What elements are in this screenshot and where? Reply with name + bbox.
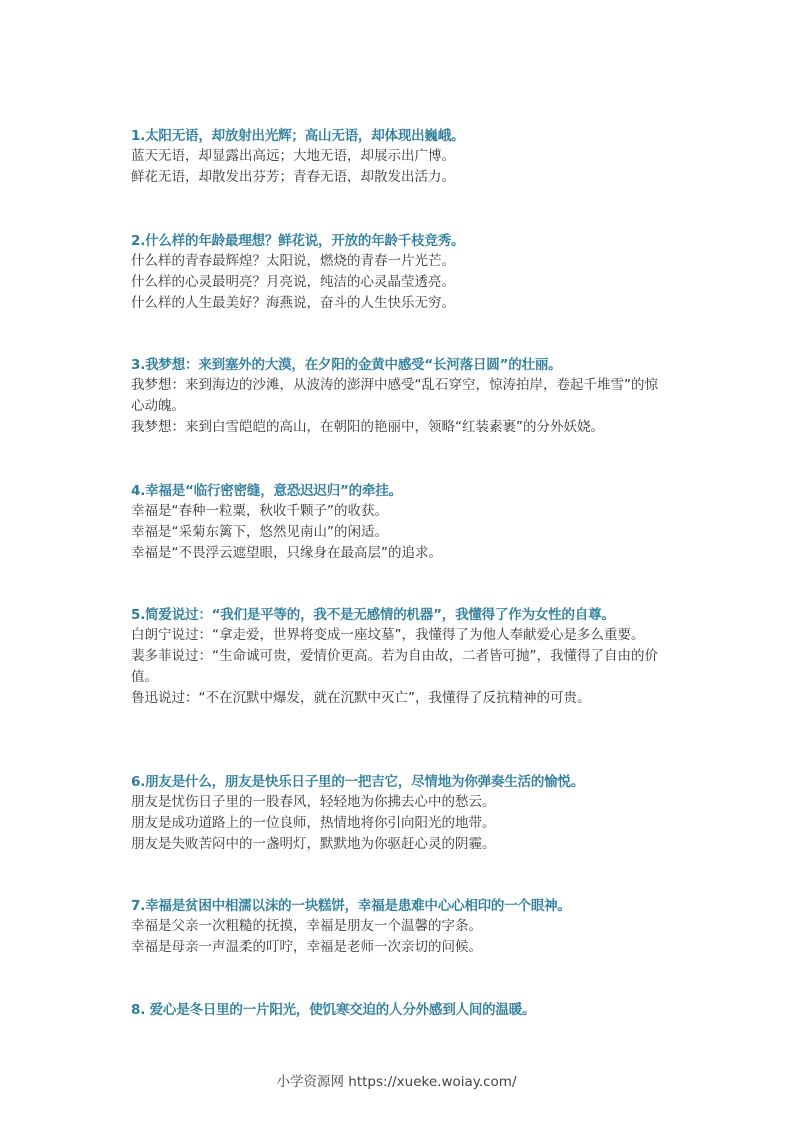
section-line: 裴多菲说过：“生命诚可贵，爱情价更高。若为自由故，二者皆可抛”，我懂得了自由的价值。 (131, 648, 658, 685)
section-line: 朋友是忧伤日子里的一股春风，轻轻地为你拂去心中的愁云。 (131, 794, 496, 810)
section-7 (131, 896, 571, 958)
section-4 (131, 481, 442, 564)
section-line: 朋友是成功道路上的一位良师，热情地将你引向阳光的地带。 (131, 815, 496, 831)
section-6 (131, 772, 584, 855)
section-line: 幸福是“不畏浮云遮望眼，只缘身在最高层”的追求。 (131, 545, 442, 561)
section-line: 幸福是“采菊东篱下，悠然见南山”的闲适。 (131, 524, 388, 540)
footer-source: 小学资源网 https://xueke.woiay.com/ (276, 1074, 517, 1090)
section-line: 白朗宁说过：“拿走爱，世界将变成一座坟墓”，我懂得了为他人奉献爱心是多么重要。 (131, 627, 645, 643)
section-8 (131, 1000, 535, 1020)
section-heading: 6.朋友是什么，朋友是快乐日子里的一把吉它，尽情地为你弹奏生活的愉悦。 (131, 774, 585, 790)
section-line: 幸福是“春种一粒粟，秋收千颗子”的收获。 (131, 503, 388, 519)
section-line: 什么样的心灵最明亮？月亮说，纯洁的心灵晶莹透亮。 (131, 274, 455, 290)
section-heading: 5.简爱说过：“我们是平等的，我不是无感情的机器”，我懂得了作为女性的自尊。 (131, 607, 615, 623)
section-heading: 8. 爱心是冬日里的一片阳光，使饥寒交迫的人分外感到人间的温暖。 (131, 1002, 536, 1018)
section-line: 我梦想：来到海边的沙滩，从波涛的澎湃中感受“乱石穿空，惊涛拍岸，卷起千堆雪”的惊心动魄。 (131, 377, 658, 414)
section-heading: 3.我梦想：来到塞外的大漠，在夕阳的金黄中感受“长河落日圆”的壮丽。 (131, 357, 562, 373)
section-line: 什么样的青春最辉煌？太阳说，燃烧的青春一片光芒。 (131, 253, 455, 269)
section-heading: 2.什么样的年龄最理想？鲜花说，开放的年龄千枝竞秀。 (131, 233, 465, 249)
section-line: 幸福是母亲一声温柔的叮咛，幸福是老师一次亲切的问候。 (131, 939, 482, 955)
section-5 (131, 605, 671, 709)
section-line: 朋友是失败苦闷中的一盏明灯，默默地为你驱赶心灵的阴霾。 (131, 836, 496, 852)
section-line: 我梦想：来到白雪皑皑的高山，在朝阳的艳丽中，领略“红装素裹”的分外妖娆。 (131, 419, 604, 435)
section-heading: 4.幸福是“临行密密缝，意恐迟迟归”的牵挂。 (131, 483, 402, 499)
section-line: 鲁迅说过：“不在沉默中爆发，就在沉默中灭亡”，我懂得了反抗精神的可贵。 (131, 690, 591, 706)
section-heading: 7.幸福是贫困中相濡以沫的一块糕饼，幸福是患难中心心相印的一个眼神。 (131, 898, 571, 914)
section-heading: 1.太阳无语，却放射出光辉；高山无语，却体现出巍峨。 (131, 128, 465, 144)
section-3 (131, 355, 671, 438)
section-line: 鲜花无语，却散发出芬芳；青春无语，却散发出活力。 (131, 169, 455, 185)
section-2 (131, 231, 464, 314)
section-1 (131, 126, 464, 188)
section-line: 幸福是父亲一次粗糙的抚摸，幸福是朋友一个温馨的字条。 (131, 918, 482, 934)
section-line: 蓝天无语，却显露出高远；大地无语，却展示出广博。 (131, 148, 455, 164)
section-line: 什么样的人生最美好？海燕说，奋斗的人生快乐无穷。 (131, 295, 455, 311)
